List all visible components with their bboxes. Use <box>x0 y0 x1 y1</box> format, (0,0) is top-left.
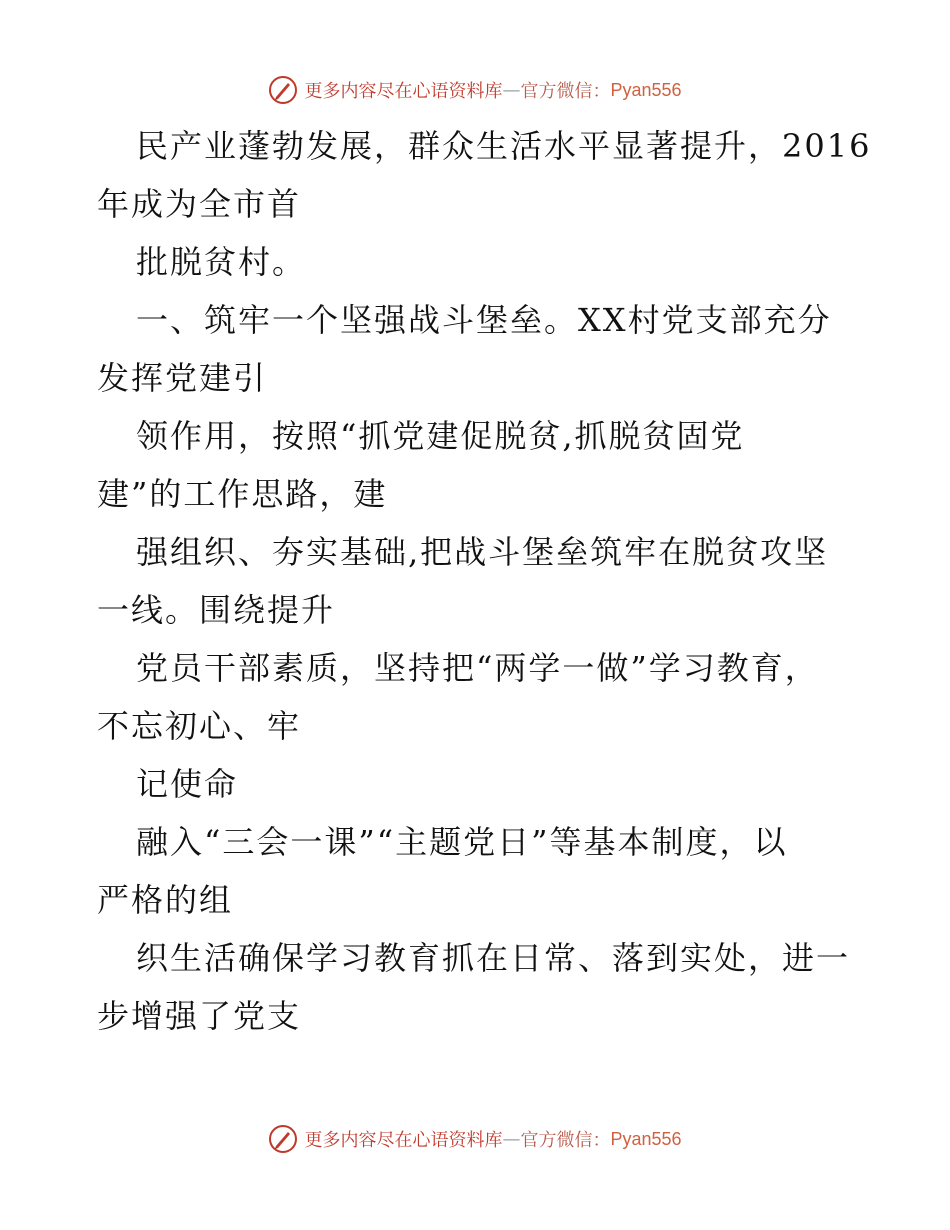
footer-banner <box>0 1121 950 1157</box>
banner-wechat-id: Pyan556 <box>610 79 682 100</box>
banner-wechat-label: 官方微信： <box>520 81 611 102</box>
text-line-2: 年成为全市首 <box>97 185 302 223</box>
text-line-15: 织生活确保学习教育抓在日常、落到实处，进一 <box>136 939 851 977</box>
text-line-11: 不忘初心、牢 <box>97 707 302 745</box>
text-line-13: 融入“三会一课”“主题党日”等基本制度，以 <box>136 823 788 861</box>
banner-main-text: 更多内容尽在心语资料库 <box>304 81 503 102</box>
text-line-3: 批脱贫村。 <box>136 243 307 281</box>
banner-wechat-label: 官方微信： <box>520 1130 611 1151</box>
header-banner <box>0 72 950 108</box>
text-line-4: 一、筑牢一个坚强战斗堡垒。XX村党支部充分 <box>136 301 832 339</box>
text-line-7: 建”的工作思路，建 <box>97 475 388 513</box>
banner-main-text: 更多内容尽在心语资料库 <box>304 1130 503 1151</box>
text-line-14: 严格的组 <box>97 881 234 919</box>
banner-wechat-id: Pyan556 <box>610 1128 682 1149</box>
text-line-16: 步增强了党支 <box>97 997 302 1035</box>
text-line-6: 领作用，按照“抓党建促脱贫,抓脱贫固党 <box>136 417 745 455</box>
text-line-5: 发挥党建引 <box>97 359 268 397</box>
text-line-9: 一线。围绕提升 <box>97 591 336 629</box>
text-line-1: 民产业蓬勃发展，群众生活水平显著提升，2016 <box>136 127 872 165</box>
banner-separator: — <box>502 79 521 101</box>
quill-logo-icon <box>268 75 298 105</box>
text-line-8: 强组织、夯实基础,把战斗堡垒筑牢在脱贫攻坚 <box>136 533 829 571</box>
text-line-10: 党员干部素质，坚持把“两学一做”学习教育， <box>136 649 819 687</box>
banner-separator: — <box>502 1128 521 1150</box>
text-line-12: 记使命 <box>136 765 239 803</box>
quill-logo-icon <box>268 1124 298 1154</box>
